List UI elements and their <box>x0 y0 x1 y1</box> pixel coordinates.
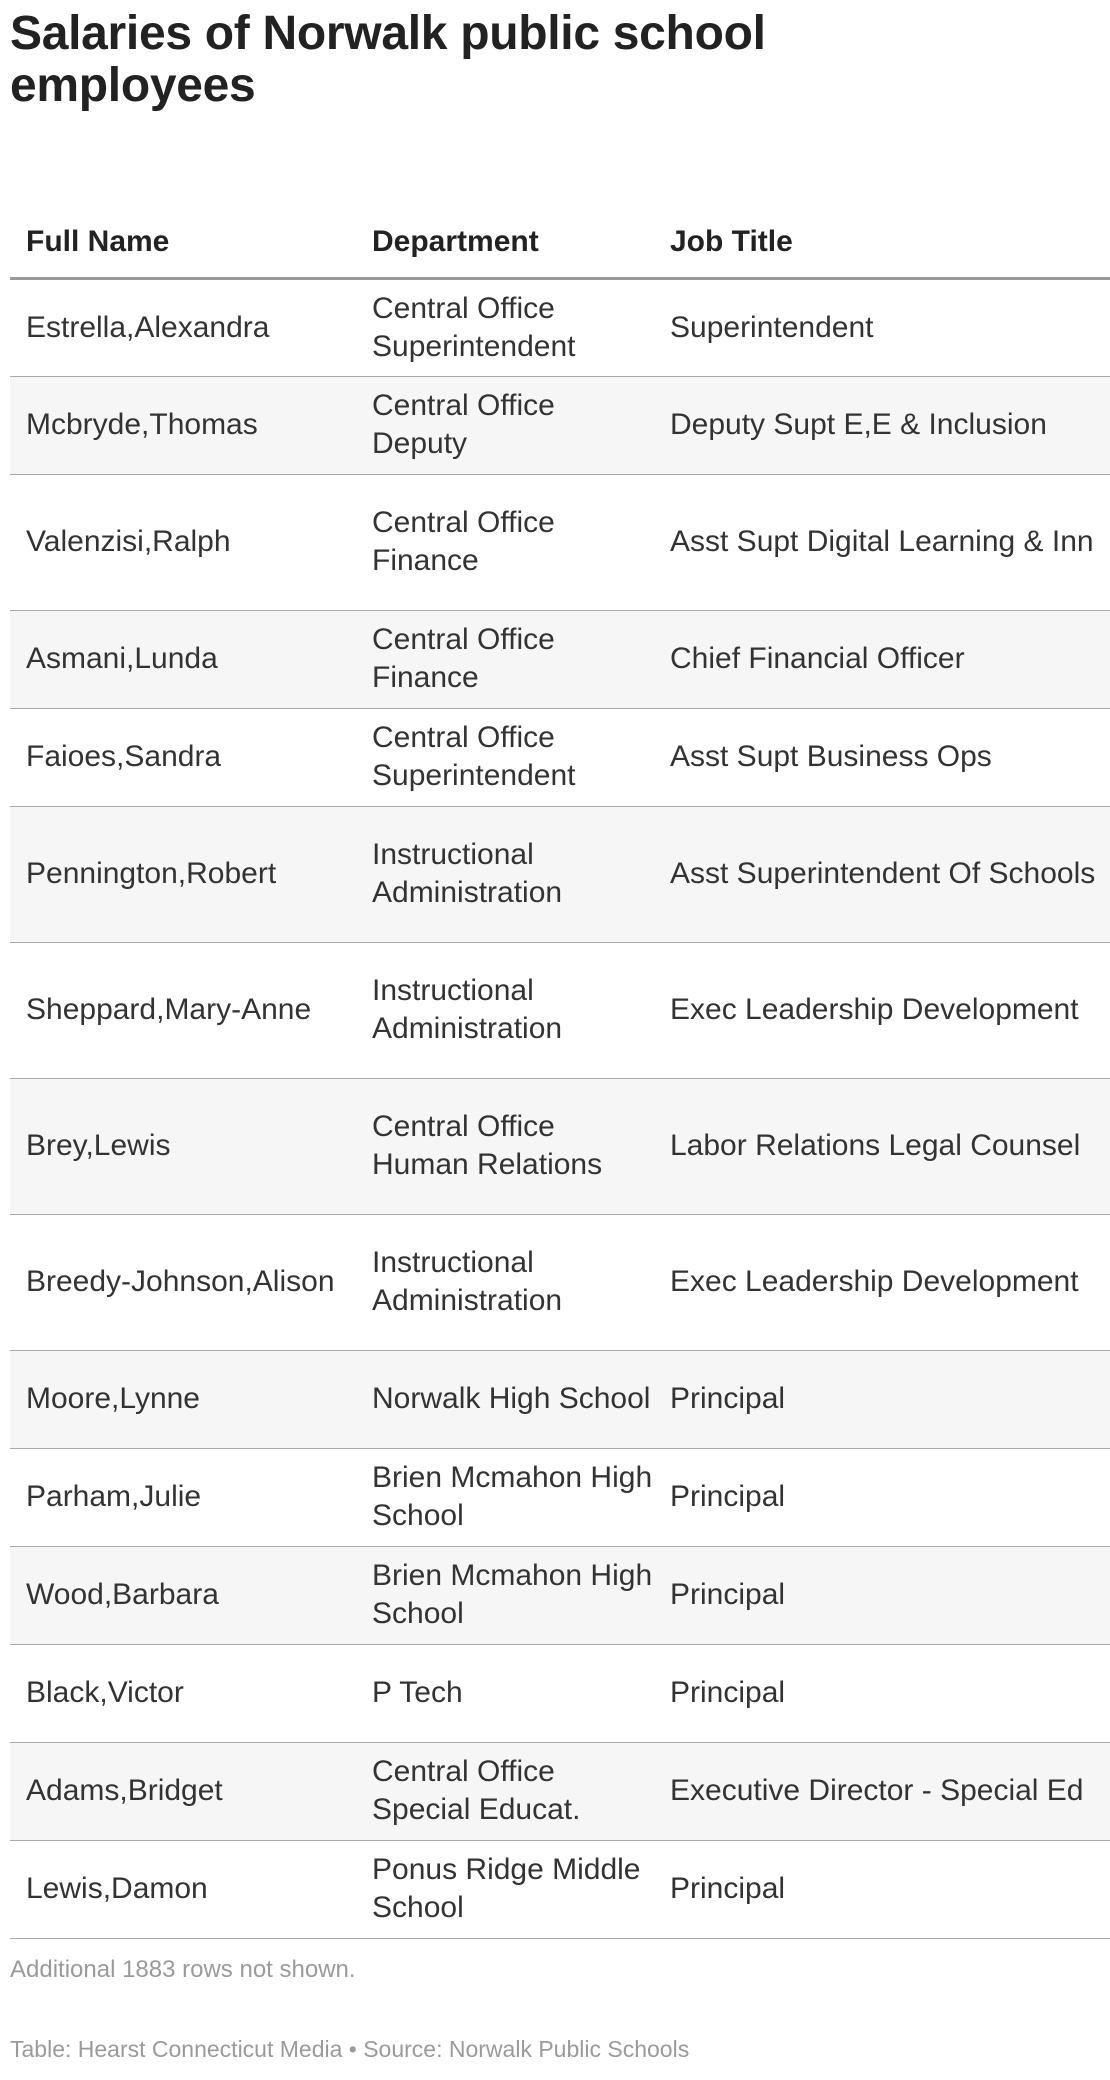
table-row <box>10 610 1110 708</box>
cell-full-name: Parham,Julie <box>10 1448 356 1546</box>
table-row <box>10 474 1110 610</box>
cell-full-name: Brey,Lewis <box>10 1078 356 1214</box>
header-row <box>10 208 1110 278</box>
cell-department: Central Office Deputy <box>356 376 654 474</box>
cell-department: Central Office Superintendent <box>356 708 654 806</box>
cell-department: Brien Mcmahon High School <box>356 1448 654 1546</box>
cell-job-title: Labor Relations Legal Counsel <box>654 1078 1110 1214</box>
cell-department: Instructional Administration <box>356 806 654 942</box>
cell-full-name: Black,Victor <box>10 1644 356 1742</box>
page-title: Salaries of Norwalk public school employees <box>10 7 766 112</box>
cell-full-name: Asmani,Lunda <box>10 610 356 708</box>
cell-full-name: Lewis,Damon <box>10 1840 356 1938</box>
column-header-full-name: Full Name <box>10 208 356 278</box>
cell-job-title: Exec Leadership Development <box>654 1214 1110 1350</box>
cell-job-title: Executive Director - Special Ed <box>654 1742 1110 1840</box>
cell-full-name: Estrella,Alexandra <box>10 278 356 376</box>
salary-table <box>10 208 1110 1939</box>
column-header-department: Department <box>356 208 654 278</box>
cell-full-name: Wood,Barbara <box>10 1546 356 1644</box>
cell-job-title: Principal <box>654 1840 1110 1938</box>
salary-table-container[interactable] <box>10 208 1096 1939</box>
cell-full-name: Valenzisi,Ralph <box>10 474 356 610</box>
cell-department: Instructional Administration <box>356 942 654 1078</box>
cell-job-title: Principal <box>654 1546 1110 1644</box>
cell-full-name: Breedy-Johnson,Alison <box>10 1214 356 1350</box>
cell-department: Ponus Ridge Middle School <box>356 1840 654 1938</box>
source-credit: Table: Hearst Connecticut Media • Source: Norwalk Public Schools <box>10 2036 690 2062</box>
table-row <box>10 1742 1110 1840</box>
cell-job-title: Deputy Supt E,E & Inclusion <box>654 376 1110 474</box>
cell-department: Central Office Superintendent <box>356 278 654 376</box>
cell-department: P Tech <box>356 1644 654 1742</box>
column-header-job-title: Job Title <box>654 208 1110 278</box>
cell-full-name: Adams,Bridget <box>10 1742 356 1840</box>
cell-job-title: Exec Leadership Development <box>654 942 1110 1078</box>
cell-department: Instructional Administration <box>356 1214 654 1350</box>
table-row <box>10 1078 1110 1214</box>
cell-department: Central Office Finance <box>356 474 654 610</box>
cell-full-name: Mcbryde,Thomas <box>10 376 356 474</box>
cell-full-name: Pennington,Robert <box>10 806 356 942</box>
cell-job-title: Superintendent <box>654 278 1110 376</box>
cell-job-title: Principal <box>654 1644 1110 1742</box>
table-row <box>10 1644 1110 1742</box>
cell-job-title: Principal <box>654 1448 1110 1546</box>
cell-job-title: Chief Financial Officer <box>654 610 1110 708</box>
cell-department: Central Office Finance <box>356 610 654 708</box>
table-row <box>10 806 1110 942</box>
cell-department: Brien Mcmahon High School <box>356 1546 654 1644</box>
table-row <box>10 1350 1110 1448</box>
table-header <box>10 208 1110 278</box>
cell-department: Norwalk High School <box>356 1350 654 1448</box>
cell-job-title: Asst Supt Business Ops <box>654 708 1110 806</box>
cell-full-name: Moore,Lynne <box>10 1350 356 1448</box>
cell-job-title: Asst Supt Digital Learning & Inn <box>654 474 1110 610</box>
cell-full-name: Sheppard,Mary-Anne <box>10 942 356 1078</box>
cell-job-title: Principal <box>654 1350 1110 1448</box>
table-row <box>10 1546 1110 1644</box>
table-body <box>10 278 1110 1938</box>
table-row <box>10 1214 1110 1350</box>
rows-not-shown-note: Additional 1883 rows not shown. <box>10 1956 356 1983</box>
table-row <box>10 278 1110 376</box>
cell-full-name: Faioes,Sandra <box>10 708 356 806</box>
table-row <box>10 376 1110 474</box>
table-row <box>10 708 1110 806</box>
cell-job-title: Asst Superintendent Of Schools <box>654 806 1110 942</box>
table-row <box>10 942 1110 1078</box>
table-row <box>10 1448 1110 1546</box>
cell-department: Central Office Special Educat. <box>356 1742 654 1840</box>
cell-department: Central Office Human Relations <box>356 1078 654 1214</box>
table-row <box>10 1840 1110 1938</box>
